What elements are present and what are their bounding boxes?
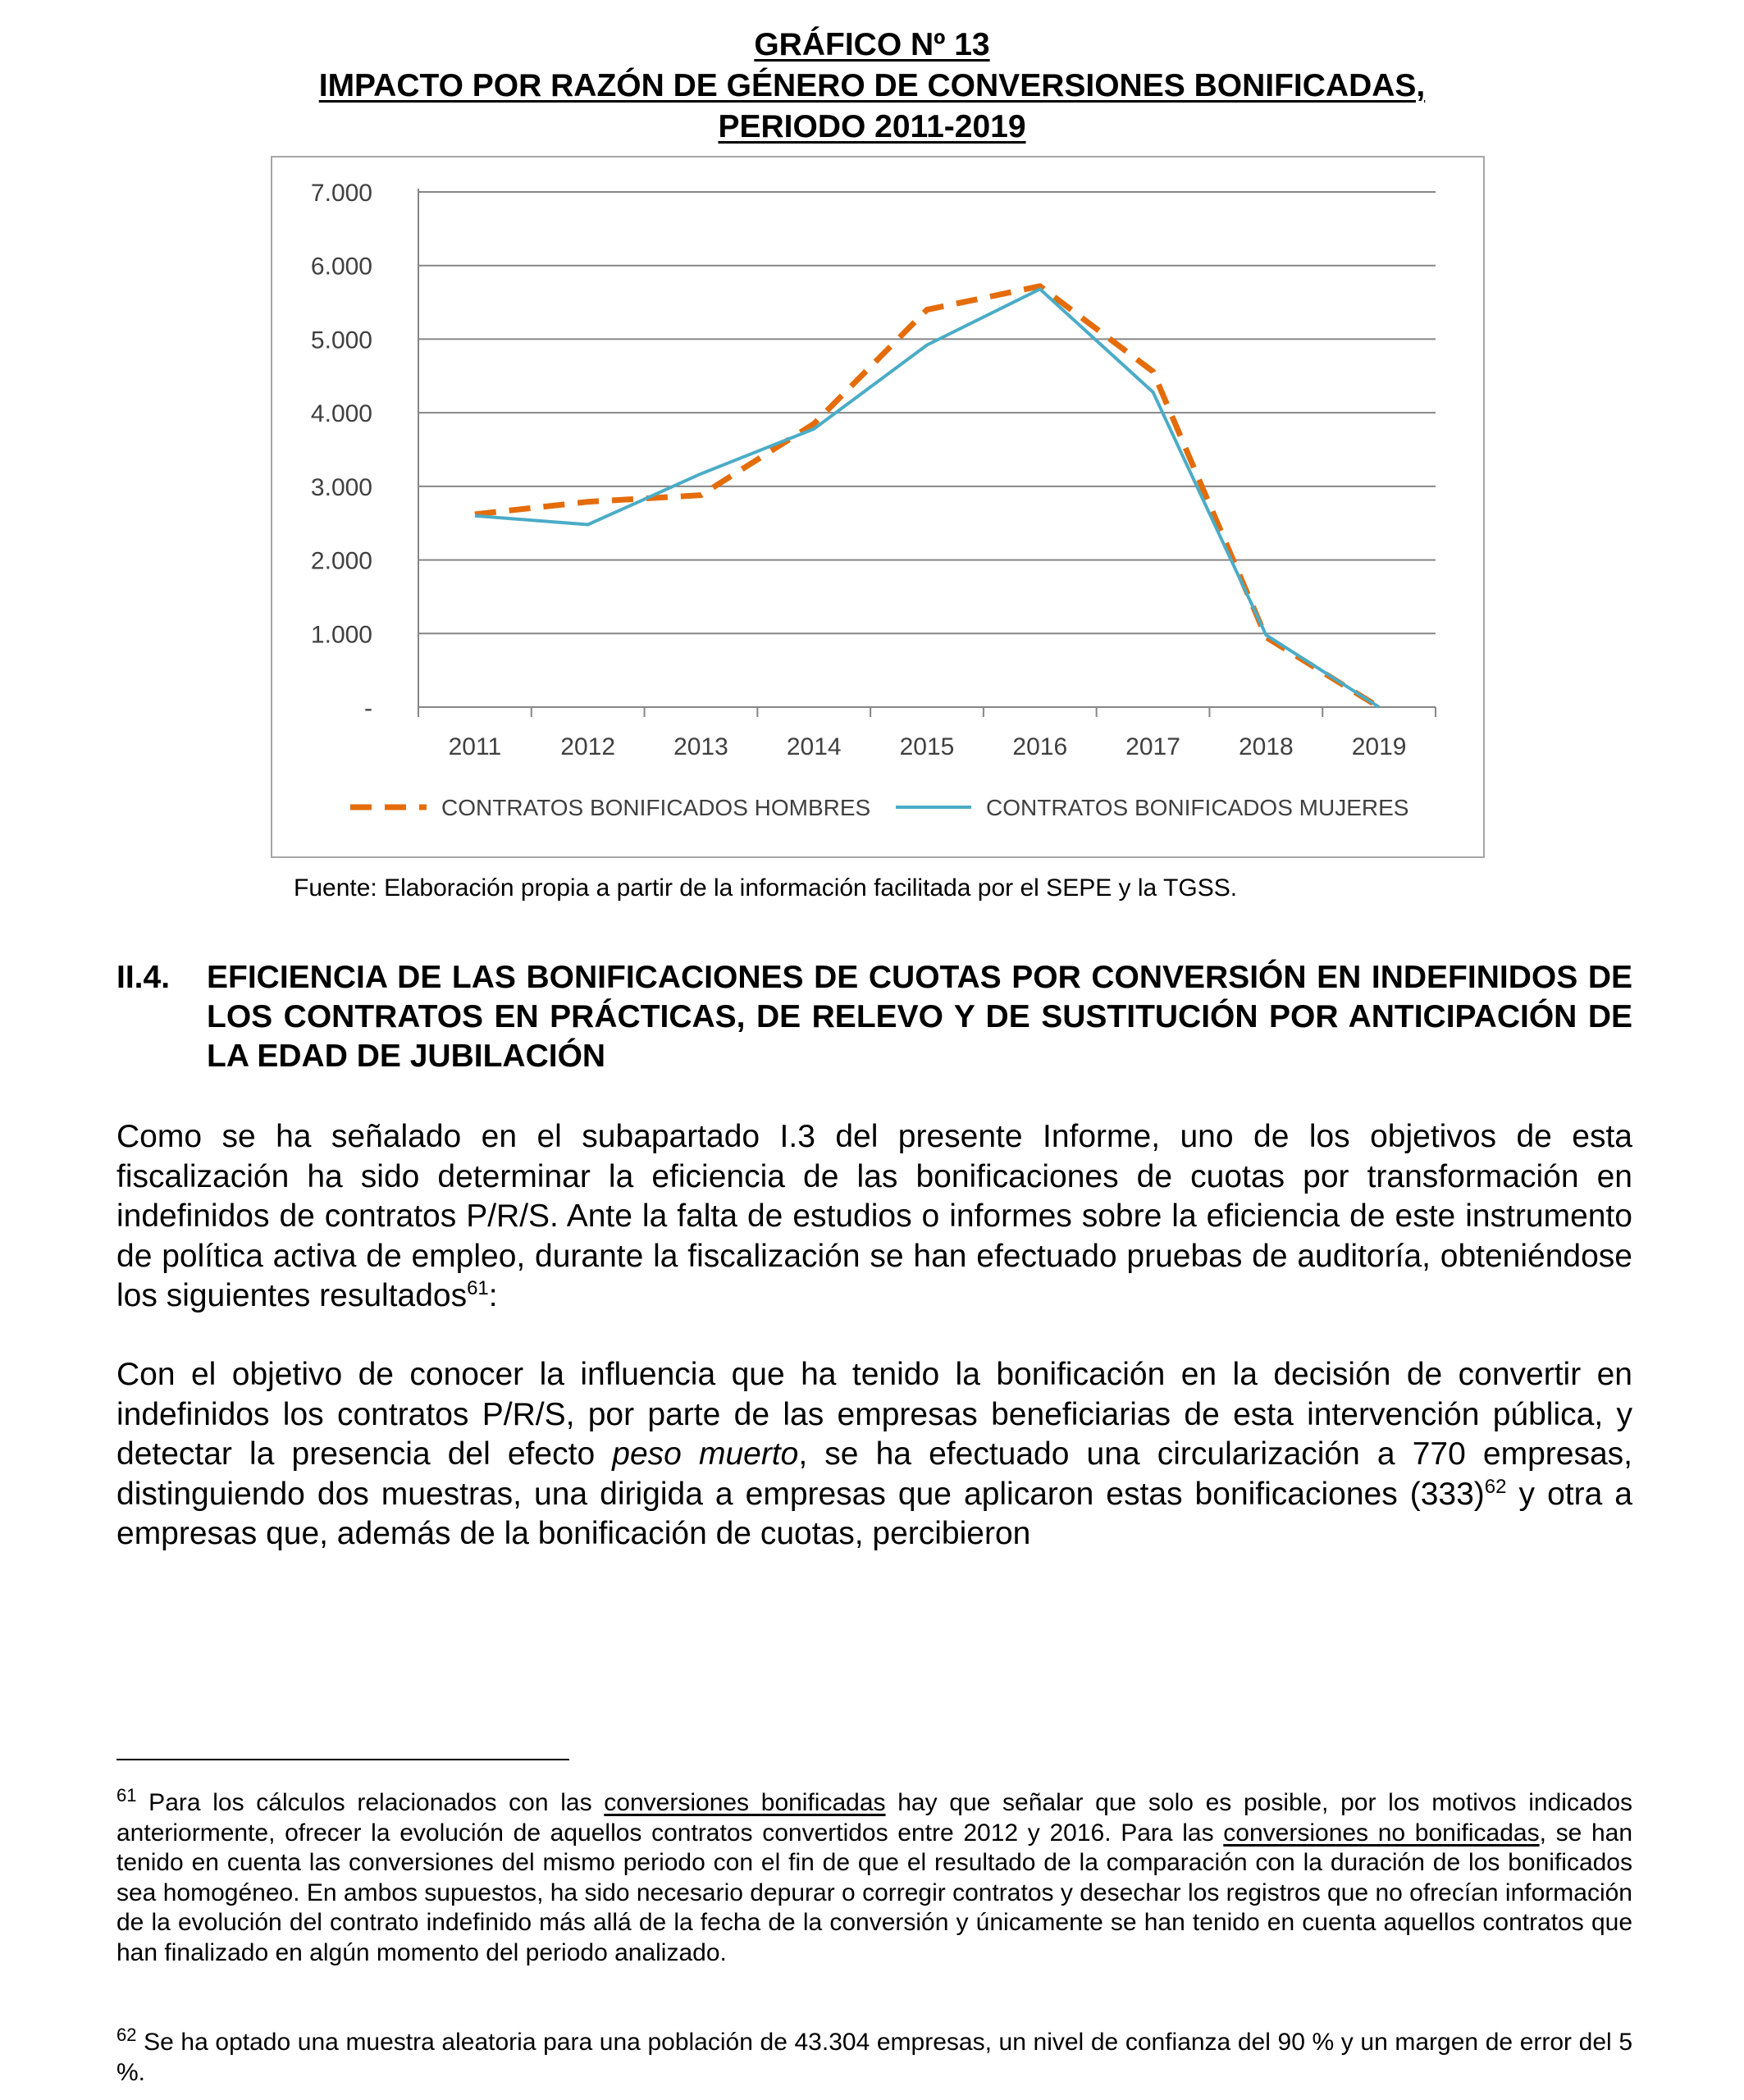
legend-label-mujeres: CONTRATOS BONIFICADOS MUJERES — [986, 795, 1409, 820]
footnote-61-t3: , se han tenido en cuenta las conversiones del mismo periodo con el fin de que el resultado de la comparación con la duración de los bonificados sea homogéneo. En ambos supuestos, ha sido necesario depurar o corregir contratos y desechar los registros que no ofrecían información de la evolución del contrato indefinido más allá de la fecha de la conversión y únicamente se han tenido en cuenta aquellos contratos que han finalizado en algún momento del periodo analizado. — [116, 1819, 1633, 1966]
source-note: Fuente: Elaboración propia a partir de la información facilitada por el SEPE y la TGSS. — [294, 874, 1238, 902]
footnote-ref-61[interactable]: 61 — [467, 1277, 489, 1299]
x-tick-label: 2013 — [673, 733, 728, 760]
chart-heading — [0, 25, 1744, 148]
x-tick-label: 2019 — [1351, 733, 1407, 760]
x-tick-label: 2015 — [899, 733, 955, 760]
footnote-61-u2: conversiones no bonificadas — [1223, 1819, 1540, 1847]
x-tick-label: 2012 — [560, 733, 616, 760]
paragraph-1-end: : — [488, 1278, 498, 1313]
footnote-61-t2: hay que señalar que solo es posible, por los motivos indicados anteriormente, ofrecer la evolución de aquellos contratos convertidos entre 2012 y 2016. Para las — [116, 1789, 1633, 1847]
y-tick-label: 4.000 — [310, 400, 372, 428]
legend-label-hombres: CONTRATOS BONIFICADOS HOMBRES — [441, 795, 871, 820]
y-tick-label: 1.000 — [310, 621, 372, 649]
y-tick-label: 3.000 — [310, 473, 372, 501]
footnote-61 — [116, 1785, 1633, 1968]
x-tick-label: 2016 — [1012, 733, 1068, 760]
x-tick-label: 2011 — [448, 733, 502, 760]
x-tick-label: 2014 — [786, 733, 842, 760]
series-line-mujeres — [475, 289, 1379, 707]
paragraph-2-part3: y otra a empresas que, además de la bonificación de cuotas, percibieron — [116, 1476, 1632, 1551]
footnote-62-mark: 62 — [116, 2025, 137, 2045]
series-line-hombres — [475, 286, 1379, 707]
footnote-ref-62[interactable]: 62 — [1484, 1475, 1507, 1498]
y-tick-label: 5.000 — [310, 326, 372, 354]
section-title: EFICIENCIA DE LAS BONIFICACIONES DE CUOTAS POR CONVERSIÓN EN INDEFINIDOS DE LOS CONTRATOS EN PRÁCTICAS, DE RELEVO Y DE SUSTITUCIÓN POR ANTICIPACIÓN DE LA EDAD DE JUBILACIÓN — [207, 960, 1632, 1074]
footnote-61-mark: 61 — [116, 1785, 137, 1806]
footnote-62 — [116, 2025, 1632, 2088]
y-tick-label: 6.000 — [310, 253, 372, 281]
y-tick-label: 7.000 — [310, 180, 372, 207]
paragraph-2 — [116, 1355, 1632, 1554]
section-number: II.4. — [116, 960, 171, 995]
line-chart — [271, 156, 1485, 858]
x-tick-label: 2018 — [1238, 733, 1294, 760]
paragraph-2-part2: , se ha efectuado una circularización a 770 empresas, distinguiendo dos muestras, una dirigida a empresas que aplicaron estas bonificaciones (333) — [116, 1436, 1632, 1512]
paragraph-1 — [116, 1117, 1632, 1317]
x-tick-label: 2017 — [1125, 733, 1180, 760]
chart-number: GRÁFICO Nº 13 — [754, 27, 990, 62]
y-tick-label: 2.000 — [310, 547, 372, 575]
chart-svg — [272, 158, 1483, 856]
footnote-62-text: Se ha optado una muestra aleatoria para una población de 43.304 empresas, un nivel de confianza del 90 % y un margen de error del 5 %. — [116, 2029, 1632, 2086]
footnote-61-t1: Para los cálculos relacionados con las — [136, 1789, 605, 1816]
footnote-61-u1: conversiones bonificadas — [604, 1789, 886, 1816]
paragraph-2-part1: Con el objetivo de conocer la influencia que ha tenido la bonificación en la decisión de convertir en indefinidos los contratos P/R/S, por parte de las empresas beneficiarias de esta intervención pública, y detectar la presencia del efecto — [116, 1357, 1632, 1472]
footnote-separator — [116, 1759, 569, 1760]
paragraph-2-italic: peso muerto — [612, 1436, 799, 1472]
paragraph-1-text: Como se ha señalado en el subapartado I.3 del presente Informe, uno de los objetivos de esta fiscalización ha sido determinar la eficiencia de las bonificaciones de cuotas por transformación en indefinidos de contratos P/R/S. Ante la falta de estudios o informes sobre la eficiencia de este instrumento de política activa de empleo, durante la fiscalización se han efectuado pruebas de auditoría, obteniéndose los siguientes resultados — [116, 1119, 1632, 1313]
y-tick-label: - — [364, 695, 372, 722]
chart-period: PERIODO 2011-2019 — [718, 109, 1026, 144]
chart-title: IMPACTO POR RAZÓN DE GÉNERO DE CONVERSIONES BONIFICADAS, — [318, 68, 1426, 103]
